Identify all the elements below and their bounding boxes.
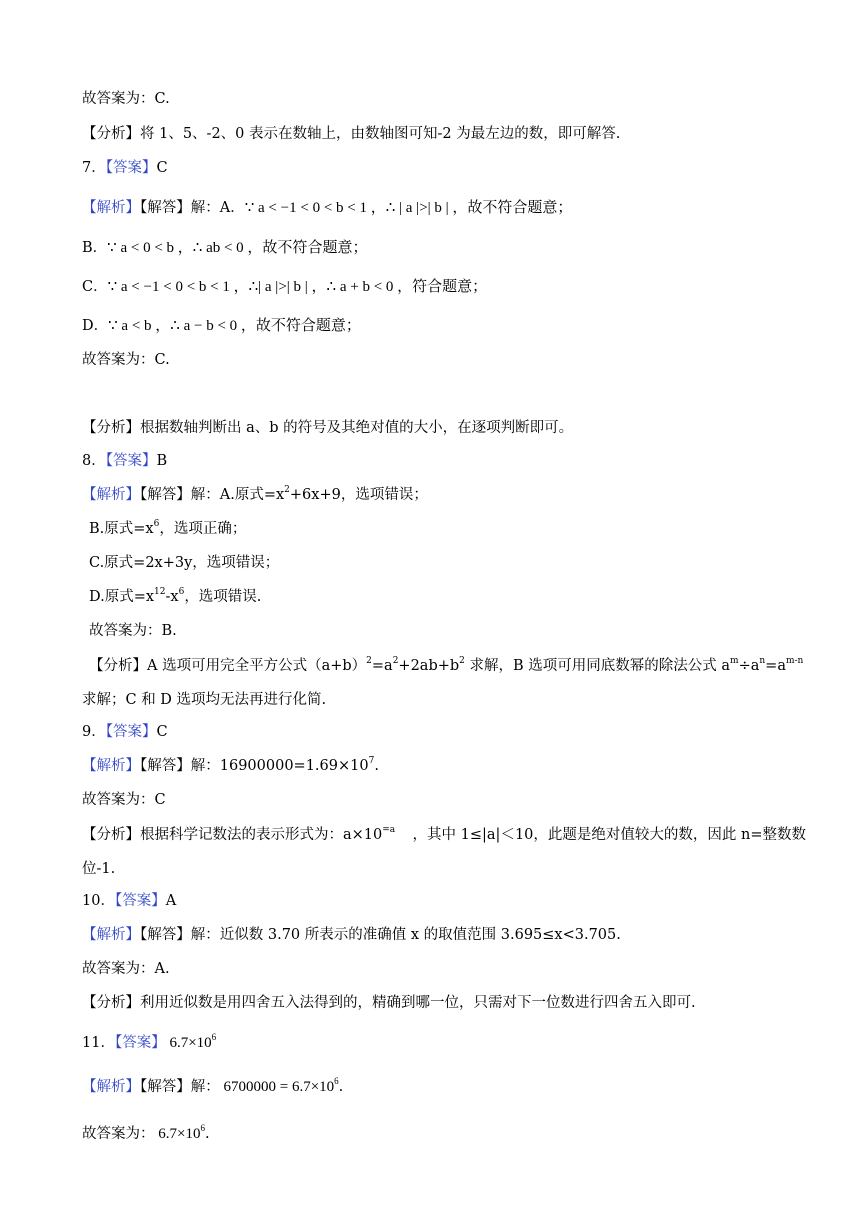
- answer-label: 【答案】: [114, 1035, 166, 1051]
- text-line: D．∵ a < b ，∴ a − b < 0 ，故不符合题意；: [82, 318, 361, 334]
- text-line: D.原式$=x^{12}-x^6$，选项错误.: [89, 587, 262, 605]
- analysis-text: 【分析】根据数轴判断出 a、b 的符号及其绝对值的大小，在逐项判断即可。: [82, 420, 574, 436]
- answer-summary: 故答案为：C.: [82, 91, 170, 107]
- answer-label: 【答案】: [105, 160, 157, 176]
- text-line: C．∵ a < −1 < 0 < b < 1 ，∴| a |>| b | ，∴ a + b < 0 ，符合题意；: [82, 279, 488, 295]
- math-expression: $6.7\times 10^6$: [169, 1032, 217, 1051]
- math-expression: ∵ a < −1 < 0 < b < 1 ，∴ | a |>| b | ，故不符合题意；: [244, 200, 573, 216]
- text-line: 位-1.: [82, 861, 116, 877]
- text-line: [82, 124, 620, 144]
- analysis-label: 【解析】: [82, 200, 140, 216]
- text-line: 故答案为：B.: [89, 623, 177, 639]
- text-line: 求解；C 和 D 选项均无法再进行化简.: [82, 692, 327, 708]
- text-line: C.原式=2x+3y，选项错误；: [89, 555, 280, 571]
- text-line: B．∵ a < 0 < b ，∴ ab < 0 ，故不符合题意；: [82, 240, 368, 256]
- text-line: [82, 89, 170, 109]
- analysis-text: 【分析】将 1、5、-2、0 表示在数轴上，由数轴图可知-2 为最左边的数，即可解答.: [82, 126, 621, 142]
- answer-label: 【答案】: [105, 724, 157, 740]
- question-8-solution: 【解析】【解答】解：A.原式$=x^2+6x+9$，选项错误；: [82, 485, 428, 503]
- answer-label: 【答案】: [114, 893, 166, 909]
- answer-label: 【答案】: [105, 453, 157, 469]
- question-11-answer: 11．【答案】 $6.7\times 10^6$: [82, 1032, 217, 1051]
- question-7-answer: 7．【答案】C: [82, 160, 168, 176]
- math-expression: ∵ a < 0 < b ，∴ ab < 0 ，故不符合题意；: [107, 240, 368, 256]
- question-9-answer: 9．【答案】C: [82, 724, 168, 740]
- question-7-solution: 【解析】【解答】解：A．∵ a < −1 < 0 < b < 1 ，∴ | a |>| b | ，故不符合题意；: [82, 200, 573, 216]
- math-expression: $6.7\times 10^6$: [158, 1123, 205, 1142]
- analysis-text: 【分析】A 选项可用完全平方公式$(a+b)^2=a^2+2ab+b^2$ 求解，B 选项可用同底数幂的除法公式 $a^m\div a^n=a^{m-n}$: [89, 656, 804, 674]
- text-line: 故答案为：C.: [82, 352, 170, 368]
- analysis-label: 【解析】: [82, 927, 140, 943]
- math-expression: ∵ a < b ，∴ a − b < 0 ，故不符合题意；: [108, 318, 361, 334]
- question-11-solution: 【解析】【解答】解： $6700000 = 6.7\times 10^6$.: [82, 1076, 344, 1095]
- analysis-text: 【分析】根据科学记数法的表示形式为：$a\times 10^{=a}$ ，其中 1≤|a|＜10，此题是绝对值较大的数，因此 n=整数数: [82, 825, 806, 843]
- math-expression: $6700000 = 6.7\times 10^6$: [223, 1076, 339, 1095]
- question-9-solution: 【解析】【解答】解：$16900000=1.69\times 10^7$.: [82, 756, 379, 774]
- question-10-solution: 【解析】【解答】解：近似数 3.70 所表示的准确值 x 的取值范围 3.695≤x<3.705.: [82, 927, 621, 943]
- analysis-label: 【解析】: [82, 1079, 140, 1095]
- text-line: 故答案为：A.: [82, 961, 170, 977]
- text-line: 故答案为： $6.7\times 10^6$.: [82, 1123, 210, 1142]
- text-line: 故答案为：C: [82, 792, 166, 808]
- analysis-label: 【解析】: [82, 758, 140, 774]
- analysis-label: 【解析】: [82, 487, 140, 503]
- text-line: [82, 418, 573, 438]
- question-8-answer: 8．【答案】B: [82, 453, 168, 469]
- analysis-text: 【分析】利用近似数是用四舍五入法得到的，精确到哪一位，只需对下一位数进行四舍五入即可.: [82, 995, 696, 1011]
- math-expression: ∵ a < −1 < 0 < b < 1 ，∴| a |>| b | ，∴ a + b < 0 ，符合题意；: [107, 279, 488, 295]
- text-line: B.原式$=x^6$，选项正确；: [89, 519, 247, 537]
- question-10-answer: 10．【答案】A: [82, 893, 177, 909]
